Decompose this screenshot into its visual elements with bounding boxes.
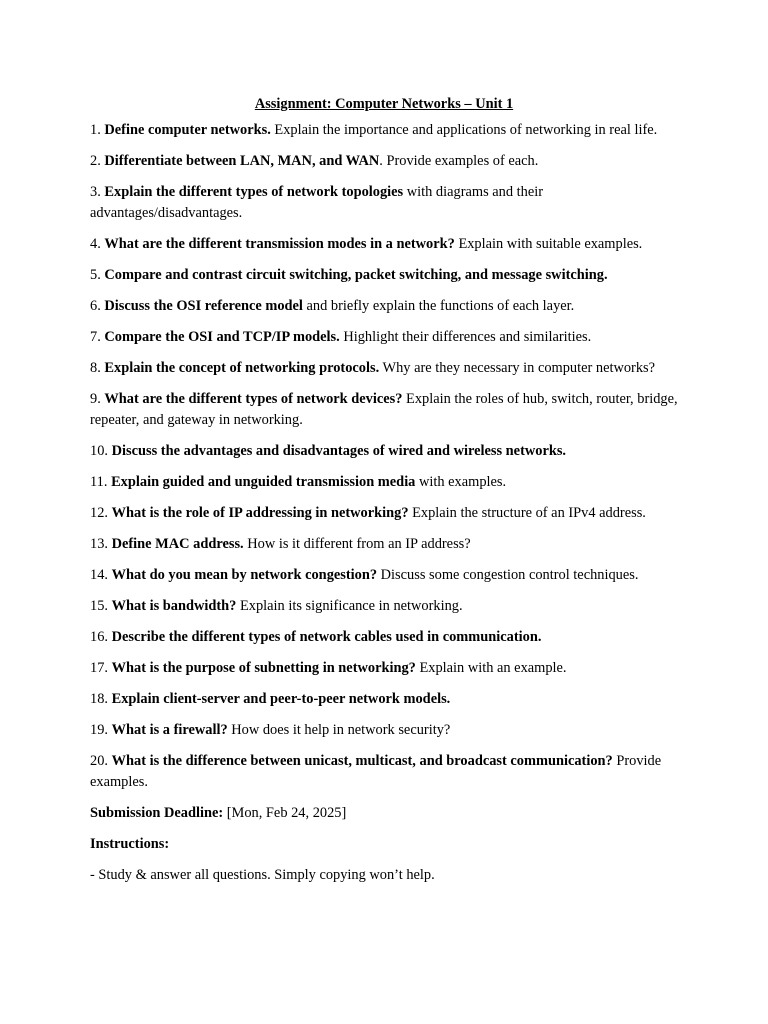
question-bold-text: What do you mean by network congestion?	[111, 567, 378, 583]
question-number: 20.	[90, 753, 108, 769]
question-rest-text: and briefly explain the functions of each layer.	[302, 298, 575, 314]
question-item	[90, 596, 678, 617]
question-rest-text: How is it different from an IP address?	[243, 536, 471, 552]
question-bold-text: What are the different types of network devices?	[104, 391, 403, 407]
question-number: 5.	[90, 267, 101, 283]
question-bold-text: Compare the OSI and TCP/IP models.	[104, 329, 340, 345]
question-bold-text: Define computer networks.	[104, 122, 271, 138]
question-rest-text: Highlight their differences and similarities.	[339, 329, 592, 345]
question-item	[90, 120, 678, 141]
question-rest-text: with diagrams and their advantages/disadvantages.	[90, 184, 544, 221]
question-number: 16.	[90, 629, 108, 645]
question-item	[90, 182, 678, 224]
question-item	[90, 265, 678, 286]
question-bold-text: What is a firewall?	[111, 722, 228, 738]
question-bold-text: Define MAC address.	[111, 536, 244, 552]
question-number: 6.	[90, 298, 101, 314]
question-item	[90, 503, 678, 524]
question-number: 17.	[90, 660, 108, 676]
question-rest-text: Explain the roles of hub, switch, router, bridge, repeater, and gateway in networking.	[90, 391, 678, 428]
question-number: 11.	[90, 474, 108, 490]
question-bold-text: What is the purpose of subnetting in networking?	[111, 660, 416, 676]
question-item	[90, 720, 678, 741]
question-bold-text: Discuss the advantages and disadvantages of wired and wireless networks.	[111, 443, 567, 459]
question-number: 1.	[90, 122, 101, 138]
question-item	[90, 389, 678, 431]
question-item	[90, 358, 678, 379]
question-number: 14.	[90, 567, 108, 583]
question-number: 10.	[90, 443, 108, 459]
instructions-list	[90, 865, 678, 886]
question-list	[90, 120, 678, 793]
question-number: 18.	[90, 691, 108, 707]
question-rest-text: . Provide examples of each.	[379, 153, 539, 169]
question-item	[90, 627, 678, 648]
question-rest-text: Explain the structure of an IPv4 address.	[408, 505, 646, 521]
question-bold-text: Describe the different types of network cables used in communication.	[111, 629, 542, 645]
question-rest-text: Explain with an example.	[415, 660, 567, 676]
question-number: 3.	[90, 184, 101, 200]
question-rest-text: How does it help in network security?	[227, 722, 451, 738]
question-bold-text: Explain client-server and peer-to-peer network models.	[111, 691, 451, 707]
question-number: 15.	[90, 598, 108, 614]
question-number: 13.	[90, 536, 108, 552]
instruction-line: - Study & answer all questions. Simply copying won’t help.	[90, 867, 435, 883]
question-bold-text: Explain guided and unguided transmission media	[111, 474, 416, 490]
question-bold-text: Differentiate between LAN, MAN, and WAN	[104, 153, 380, 169]
instructions-heading: Instructions:	[90, 836, 170, 852]
question-bold-text: Explain the different types of network topologies	[104, 184, 404, 200]
question-number: 19.	[90, 722, 108, 738]
question-number: 12.	[90, 505, 108, 521]
deadline-value: [Mon, Feb 24, 2025]	[223, 805, 347, 821]
question-bold-text: Discuss the OSI reference model	[104, 298, 303, 314]
page-title: Assignment: Computer Networks – Unit 1	[254, 96, 514, 112]
question-item	[90, 751, 678, 793]
question-rest-text: Explain its significance in networking.	[236, 598, 463, 614]
question-item	[90, 565, 678, 586]
submission-deadline	[90, 803, 678, 824]
question-bold-text: What is bandwidth?	[111, 598, 237, 614]
question-bold-text: What is the role of IP addressing in networking?	[111, 505, 409, 521]
question-rest-text: Why are they necessary in computer networks?	[379, 360, 656, 376]
question-rest-text: Discuss some congestion control techniques.	[377, 567, 639, 583]
question-number: 2.	[90, 153, 101, 169]
question-item	[90, 234, 678, 255]
question-bold-text: What are the different transmission modes in a network?	[104, 236, 455, 252]
question-number: 7.	[90, 329, 101, 345]
question-item	[90, 658, 678, 679]
question-rest-text: Explain with suitable examples.	[454, 236, 643, 252]
question-rest-text: Explain the importance and applications of networking in real life.	[270, 122, 658, 138]
question-number: 9.	[90, 391, 101, 407]
question-item	[90, 689, 678, 710]
question-number: 8.	[90, 360, 101, 376]
question-number: 4.	[90, 236, 101, 252]
question-item	[90, 441, 678, 462]
question-item	[90, 534, 678, 555]
question-rest-text: with examples.	[415, 474, 507, 490]
question-rest-text: Provide examples.	[90, 753, 662, 790]
question-bold-text: Compare and contrast circuit switching, packet switching, and message switching.	[104, 267, 608, 283]
question-item	[90, 296, 678, 317]
question-item	[90, 151, 678, 172]
deadline-label: Submission Deadline:	[90, 805, 224, 821]
question-bold-text: What is the difference between unicast, multicast, and broadcast communication?	[111, 753, 613, 769]
question-item	[90, 327, 678, 348]
question-item	[90, 472, 678, 493]
question-bold-text: Explain the concept of networking protocols.	[104, 360, 380, 376]
